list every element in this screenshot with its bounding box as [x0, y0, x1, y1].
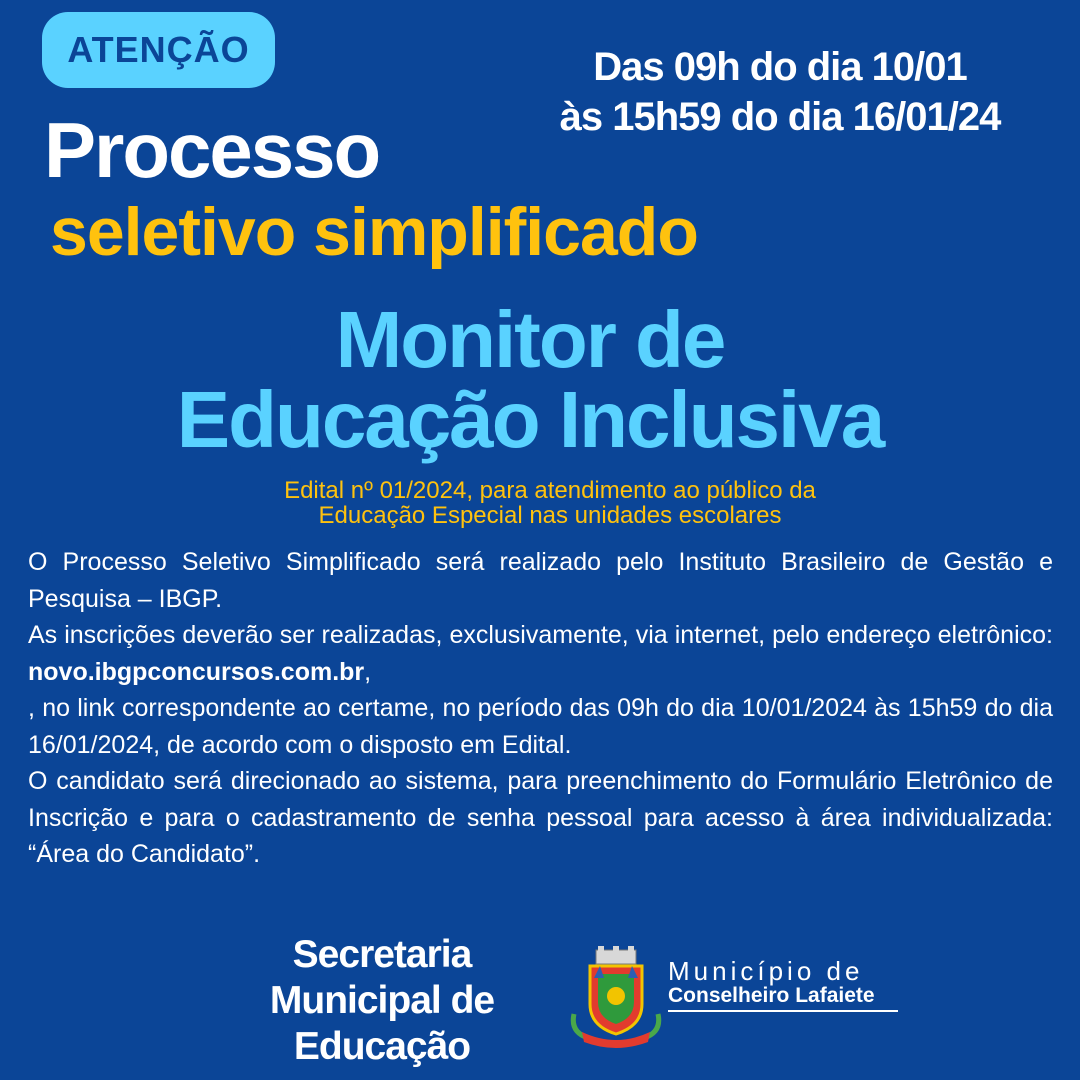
attention-badge: ATENÇÃO — [42, 12, 275, 88]
secretaria-line-3: Educação — [293, 1025, 471, 1068]
role-title-line-1: Monitor de — [335, 295, 725, 384]
municipio-city: Conselheiro Lafaiete — [668, 984, 875, 1007]
registration-dates — [500, 42, 1060, 142]
paragraph-inscricoes — [28, 617, 1053, 690]
paragraph-periodo: , no link correspondente ao certame, no período das 09h do dia 10/01/2024 às 15h59 do dia 16/01/2024, de acordo com o disposto em Edital. — [28, 694, 1053, 759]
municipio-divider — [668, 1010, 898, 1012]
inscricoes-comma: , — [364, 657, 372, 686]
coat-of-arms-icon — [568, 944, 664, 1048]
paragraph-candidato: O candidato será direcionado ao sistema, para preenchimento do Formulário Eletrônico de Inscrição e para o cadastramento de senha pessoal para acesso à área individualizada: “Área do Candidato”. — [28, 767, 1053, 868]
dates-line-1: Das 09h do dia 10/01 — [593, 45, 967, 89]
title-seletivo: seletivo simplificado — [50, 194, 698, 270]
subtitle-line-2: Educação Especial nas unidades escolares — [318, 502, 782, 529]
edital-subtitle — [0, 478, 1080, 528]
secretaria-line-2: Municipal de — [269, 979, 495, 1022]
dates-line-2: às 15h59 do dia 16/01/24 — [559, 95, 1001, 139]
body-text — [28, 544, 1053, 873]
secretaria-label — [222, 932, 542, 1070]
secretaria-line-1: Secretaria — [292, 933, 472, 976]
title-processo: Processo — [44, 106, 380, 194]
paragraph-ibgp: O Processo Seletivo Simplificado será realizado pelo Instituto Brasileiro de Gestão e Pesquisa – IBGP. — [28, 548, 1053, 613]
municipio-name: Município de — [668, 956, 864, 986]
website-link[interactable]: novo.ibgpconcursos.com.br — [28, 657, 365, 686]
inscricoes-text: As inscrições deverão ser realizadas, exclusivamente, via internet, pelo endereço eletrônico: — [28, 621, 1053, 649]
subtitle-line-1: Edital nº 01/2024, para atendimento ao público da — [284, 477, 816, 504]
role-title-line-2: Educação Inclusiva — [176, 375, 884, 464]
role-title — [0, 295, 1060, 464]
